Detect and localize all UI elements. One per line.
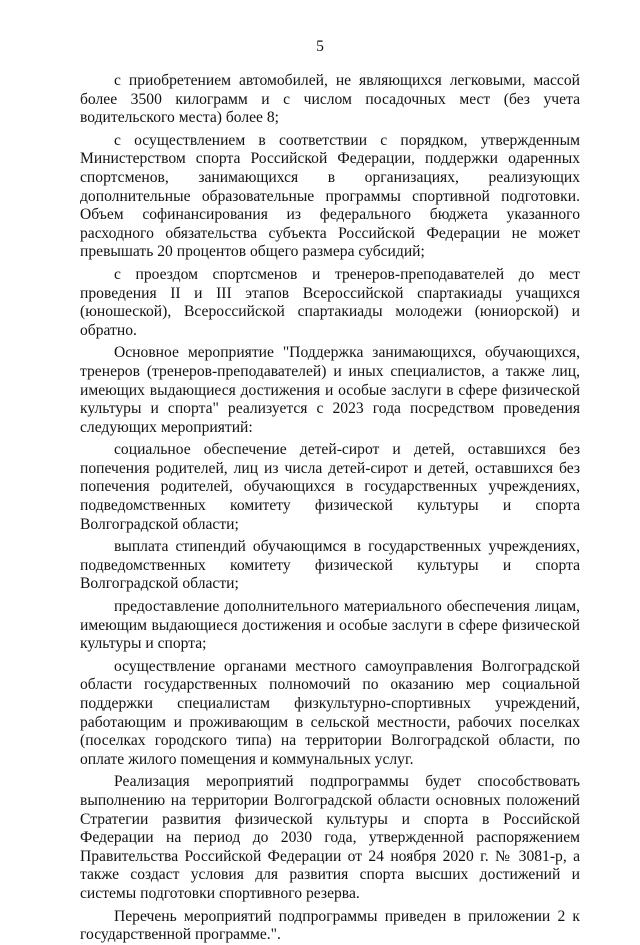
paragraph: Реализация мероприятий подпрограммы будет способствовать выполнению на территории Волгоградской области основных положений Стратегии развития физической культуры и спорта в Российской Федерации на период до 2030 года, утвержденной распоряжением Правительства Российской Федерации от 24 ноября 2020 г. № 3081-р, а также создаст условия для развития спорта высших достижений и системы подготовки спортивного резерва. bbox=[80, 773, 580, 902]
paragraph: с приобретением автомобилей, не являющихся легковыми, массой более 3500 килограмм и с числом посадочных мест (без учета водительского места) более 8; bbox=[80, 72, 580, 127]
paragraph: с осуществлением в соответствии с порядком, утвержденным Министерством спорта Российской Федерации, поддержки одаренных спортсменов, занимающихся в организациях, реализующих дополнительные образовательные программы спортивной подготовки. Объем софинансирования из федерального бюджета указанного расходного обязательства субъекта Российской Федерации не может превышать 20 процентов общего размера субсидий; bbox=[80, 131, 580, 261]
paragraph: Перечень мероприятий подпрограммы приведен в приложении 2 к государственной программе.". bbox=[80, 907, 580, 944]
page-number: 5 bbox=[316, 38, 324, 55]
paragraph: осуществление органами местного самоуправления Волгоградской области государственных полномочий по оказанию мер социальной поддержки специалистам физкультурно-спортивных учреждений, работающим и проживающим в сельской местности, рабочих поселках (поселках городского типа) на территории Волгоградской области, по оплате жилого помещения и коммунальных услуг. bbox=[80, 657, 580, 768]
paragraph: выплата стипендий обучающимся в государственных учреждениях, подведомственных комитету физической культуры и спорта Волгоградской области; bbox=[80, 538, 580, 593]
document-body bbox=[80, 72, 580, 945]
paragraph: социальное обеспечение детей-сирот и детей, оставшихся без попечения родителей, лиц из числа детей-сирот и детей, оставшихся без попечения родителей, обучающихся в государственных учреждениях, подведомственных комитету физической культуры и спорта Волгоградской области; bbox=[80, 441, 580, 533]
paragraph: с проездом спортсменов и тренеров-преподавателей до мест проведения II и III этапов Всероссийской спартакиады учащихся (юношеской), Всероссийской спартакиады молодежи (юниорской) и обратно. bbox=[80, 265, 580, 339]
paragraph: Основное мероприятие "Поддержка занимающихся, обучающихся, тренеров (тренеров-преподавателей) и иных специалистов, а также лиц, имеющих выдающиеся достижения и особые заслуги в сфере физической культуры и спорта" реализуется с 2023 года посредством проведения следующих мероприятий: bbox=[80, 344, 580, 436]
paragraph: предоставление дополнительного материального обеспечения лицам, имеющим выдающиеся достижения и особые заслуги в сфере физической культуры и спорта; bbox=[80, 598, 580, 653]
